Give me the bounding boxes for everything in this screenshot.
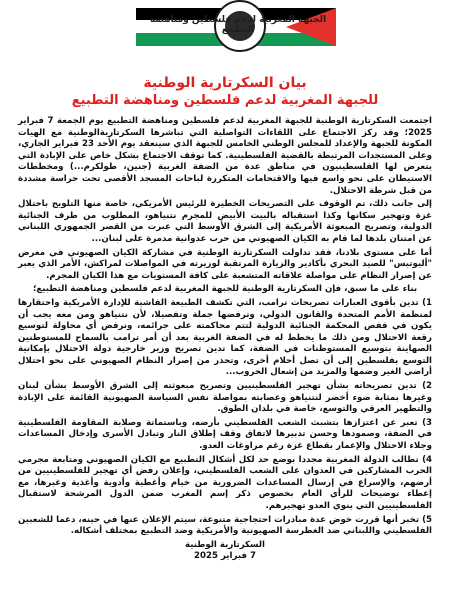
signature-date: 7 فبراير 2025 bbox=[194, 551, 256, 562]
paragraph-point-2: 2) تدين تصريحاته بشأن تهجير الفلسطينيين وتصريح مبعوثته إلى الشرق الأوسط بشأن لبنان وغيرها بمثابة ضوء أخضر لنتنياهو وعصابته بمواصلة نفس السياسة الصهيونية القائمة على الإبادة والتطهير العرقي والتوسع، خاصة في بلدان الطوق. bbox=[18, 381, 432, 415]
paragraph-us-statements: إلى جانب ذلك، تم الوقوف على التصريحات الخطيرة للرئيس الأمريكي، خاصة منها التلويح باحتلال غزة وتهجير سكانها وكذا استقباله بالبيت الأبيض للمجرم نتنياهو، المطلوب من طرف الجنائية الدولية، وتصريح المبعوثة الأمريكية إلى الشرق الأوسط التي عبرت من القصر الجمهوري اللبناني عن امتنان بلدها لما قام به الكيان الصهيوني من حرب عدوانية مدمرة على لبنان... bbox=[18, 199, 432, 244]
signature bbox=[18, 540, 432, 563]
paragraph-national: أما على مستوى بلادنا، فقد تداولت السكرتارية الوطنية في مشاركة الكيان الصهيوني في معرض "أليوتيس" للصيد البحري بأكادير والزيارة المرتقبة لوزيرته في المواصلات لمراكش، الأمر الذي يعبر عن إصرار النظام على مواصلة علاقاته المتشعبة على كافة المستويات مع هذا الكيان المجرم. bbox=[18, 247, 432, 281]
header bbox=[18, 0, 432, 72]
title-line-2: للجبهة المغربية لدعم فلسطين ومناهضة التطبيع bbox=[71, 93, 379, 108]
statement-body bbox=[18, 116, 432, 538]
logo-text: الجبهة المغربية لدعم فلسطين ومناهضة التطبيع bbox=[149, 15, 327, 35]
paragraph-point-4: 4) تطالب الدولة المغربية مجددا بوضع حد لكل أشكال التطبيع مع الكيان الصهيوني ومتابعة مجرمي الحرب المشاركين في العدوان على الشعب الفلسطيني، وإعلان رفض أي تهجير للفلسطينيين من أرضهم، والإسراع في إرسال المساعدات الضرورية من خيام وأغطية وأدوية وأغذية وغيرها، مع إعطاء توضيحات للرأي العام بخصوص ذكر إسم المغرب ضمن الدول المرشحة لاستقبال الفلسطينيين التي ينوي العدو تهجيرهم. bbox=[18, 454, 432, 511]
paragraph-point-1: 1) تدين بأقوى العبارات تصريحات ترامب، التي تكشف الطبيعة الفاشية للإدارة الأمريكية واحتقارها لمنظمة الأمم المتحدة والقانون الدولي، وترفضها جملة وتفصيلا، لأن نتنياهو ومن معه يجب أن يكون في قفص المحكمة الجنائية الدولية لتتم محاكمته على جرائمه، ونرفض أي محاولة لتوسيع رقعة الاحتلال ومن ذلك ما يخطط له في الضفة الغربية بعد أن أمر ترامب بالسماح للمستوطنين الصهاينة بتوسيع المستوطنات في الضفة، كما تدين تصريح وزير خارجية دولة الاحتلال بإمكانية التوسع بفلسطين إلى أن تصل أحلام أخرى، وتحذر من إصرار النظام الصهيوني على نحو احتلال أراضي الغير وضمها والمزيد من إشعال الحروب... bbox=[18, 297, 432, 378]
signature-org: السكرتارية الوطنية bbox=[185, 539, 265, 550]
paragraph-point-5: 5) تخبر أنها قررت خوض عدة مبادرات احتجاجية متنوعة، سيتم الإعلان عنها في حينه، دعما للشعبين الفلسطيني واللبناني ضد الغطرسة الصهيونية والأمريكية وضد التطبيع بمختلف أشكاله. bbox=[18, 514, 432, 537]
paragraph-resolution-intro: بناء على ما سبق، فإن السكرتارية الوطنية للجبهة المغربية لدعم فلسطين ومناهضة التطبيع؛ bbox=[32, 284, 418, 295]
statement-title bbox=[18, 74, 432, 110]
title-line-1: بيان السكرتارية الوطنية bbox=[143, 75, 307, 91]
paragraph-intro: اجتمعت السكرتارية الوطنية للجبهة المغربية لدعم فلسطين ومناهضة التطبيع يوم الجمعة 7 فبراير 2025؛ وقد ركز الاجتماع على اللقاءات التواصلية التي تباشرها السكرتاريةالوطنية مع الهيات المكونة للجبهة والإعداد للمجلس الوطني الخامس للجبهة الذي سينعقد يوم الأحد 23 فبراير الجاري، وعلى المستجدات المرتبطة بالقضية الفلسطينية. كما توقف الاجتماع بشكل خاص على الإبادة التي يتعرض لها الفلسطينيون في مناطق عدة من الضفة الغربية (جنين، طولكرم...) ومخططات الاستيطان على نحو واسع فيها والاقتحامات المتكررة لباحات المسجد الأقصى تحت حراسة مشددة من قبل شرطة الاحتلال. bbox=[18, 116, 432, 196]
paragraph-point-3: 3) تعبر عن اعتزازها بتشبث الشعب الفلسطيني بأرضه، وباستماتة وصلابة المقاومة الفلسطينية في الضفة، وصمودها وحسن تدبيرها لاتفاق وقف إطلاق النار وتبادل الأسرى وإدخال المساعدات وجلاء الاحتلال والإعمار بقطاع غزة رغم مراوغات العدو. bbox=[18, 417, 432, 452]
